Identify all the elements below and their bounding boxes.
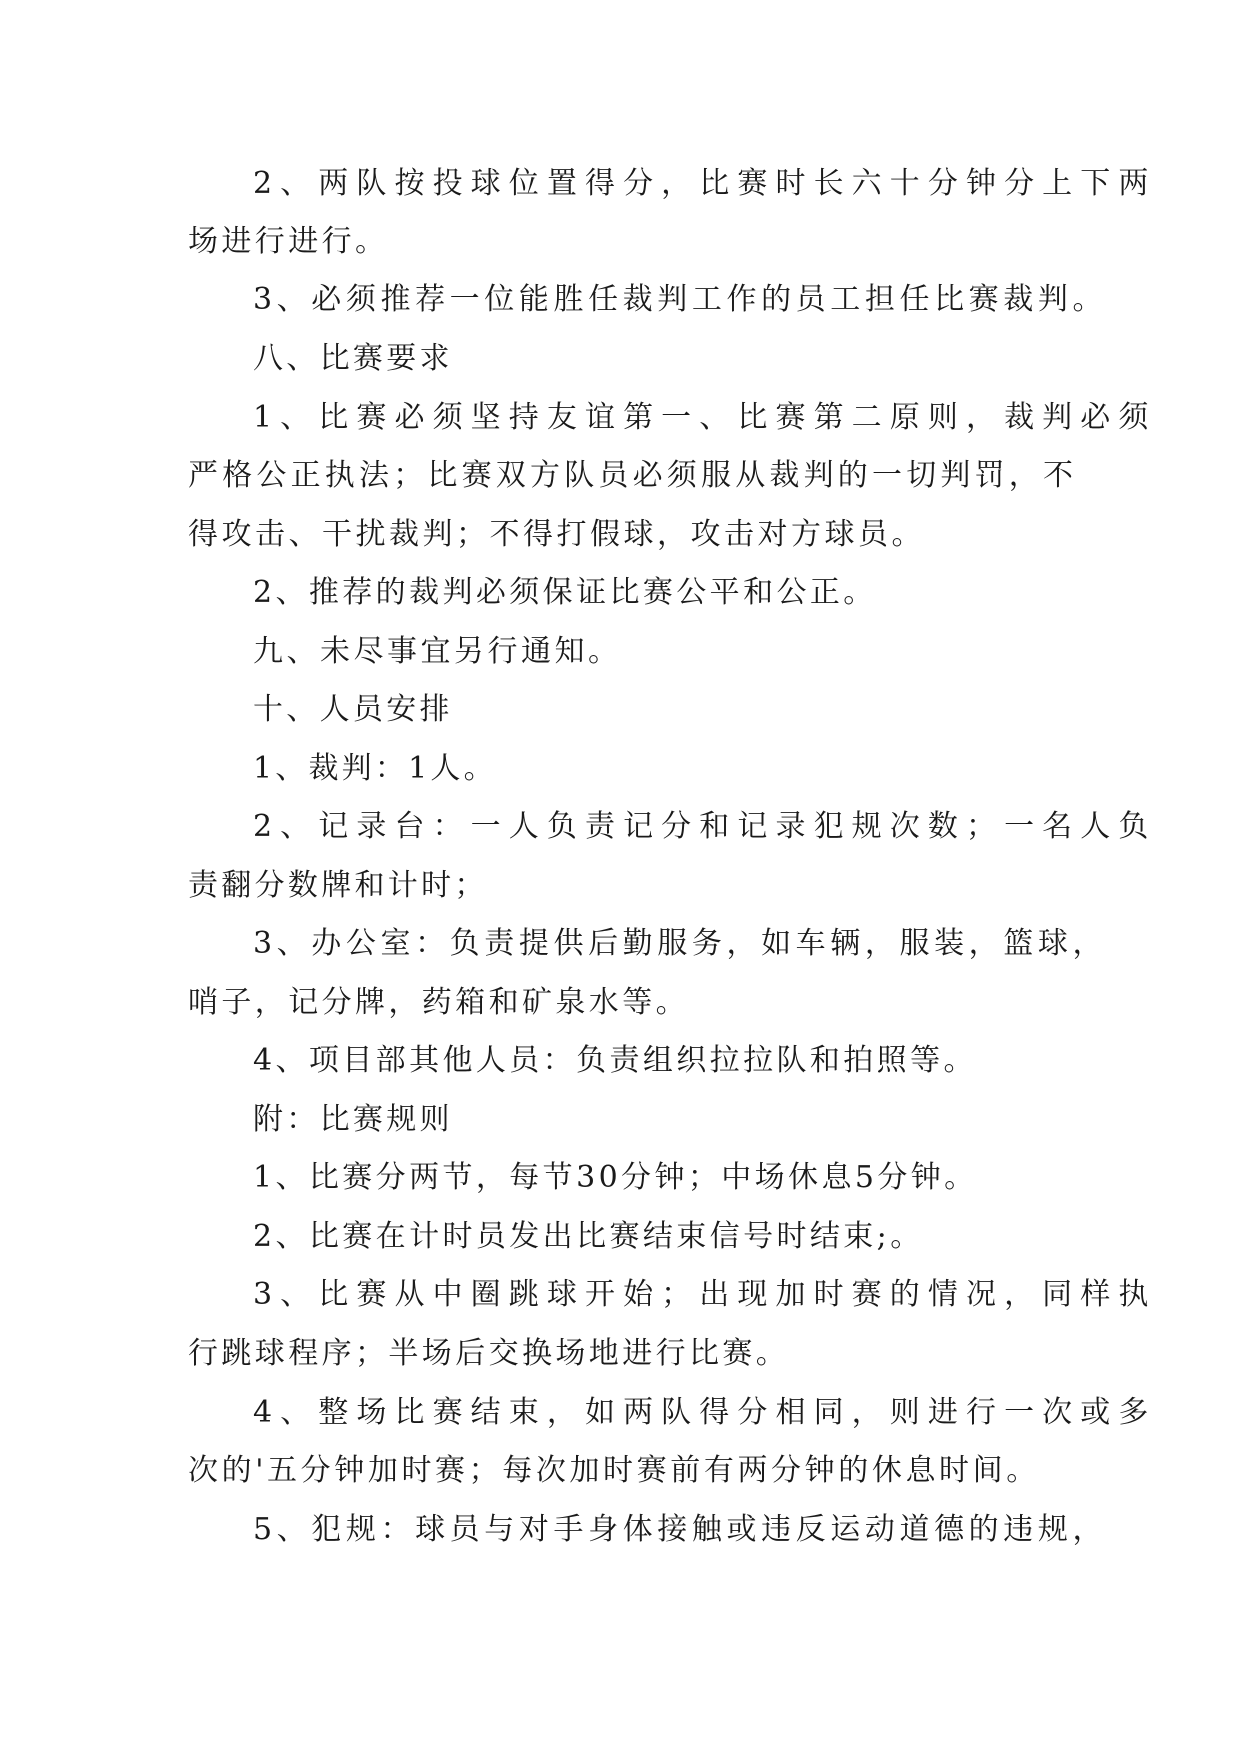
section-heading: 八、比赛要求 xyxy=(253,341,453,376)
text-line: 4、整场比赛结束，如两队得分相同，则进行一次或多 xyxy=(253,1395,1157,1430)
text-line: 行跳球程序；半场后交换场地进行比赛。 xyxy=(188,1336,790,1371)
text-line: 2、两队按投球位置得分，比赛时长六十分钟分上下两 xyxy=(253,166,1157,201)
text-line: 次的'五分钟加时赛；每次加时赛前有两分钟的休息时间。 xyxy=(188,1453,1040,1488)
section-heading: 九、未尽事宜另行通知。 xyxy=(253,634,622,669)
text-line: 严格公正执法；比赛双方队员必须服从裁判的一切判罚，不 xyxy=(188,458,1078,493)
text-line: 3、必须推荐一位能胜任裁判工作的员工担任比赛裁判。 xyxy=(253,282,1108,317)
text-line: 2、比赛在计时员发出比赛结束信号时结束;。 xyxy=(253,1219,924,1254)
text-line: 得攻击、干扰裁判；不得打假球，攻击对方球员。 xyxy=(188,517,925,552)
text-line: 1、裁判：1人。 xyxy=(253,751,497,786)
text-line: 场进行进行。 xyxy=(188,224,389,259)
section-heading: 十、人员安排 xyxy=(253,692,453,727)
text-line: 2、记录台：一人负责记分和记录犯规次数；一名人负 xyxy=(253,809,1157,844)
text-line: 1、比赛分两节，每节30分钟；中场休息5分钟。 xyxy=(253,1160,978,1195)
text-line: 5、犯规：球员与对手身体接触或违反运动道德的违规， xyxy=(253,1512,1108,1547)
text-line: 4、项目部其他人员：负责组织拉拉队和拍照等。 xyxy=(253,1043,977,1078)
text-line: 责翻分数牌和计时； xyxy=(188,868,488,903)
text-line: 3、比赛从中圈跳球开始；出现加时赛的情况，同样执 xyxy=(253,1277,1157,1312)
text-line: 1、比赛必须坚持友谊第一、比赛第二原则，裁判必须 xyxy=(253,400,1157,435)
text-line: 2、推荐的裁判必须保证比赛公平和公正。 xyxy=(253,575,877,610)
section-heading: 附：比赛规则 xyxy=(253,1102,453,1137)
text-line: 哨子，记分牌，药箱和矿泉水等。 xyxy=(188,985,689,1020)
text-line: 3、办公室：负责提供后勤服务，如车辆，服装，篮球， xyxy=(253,926,1108,961)
